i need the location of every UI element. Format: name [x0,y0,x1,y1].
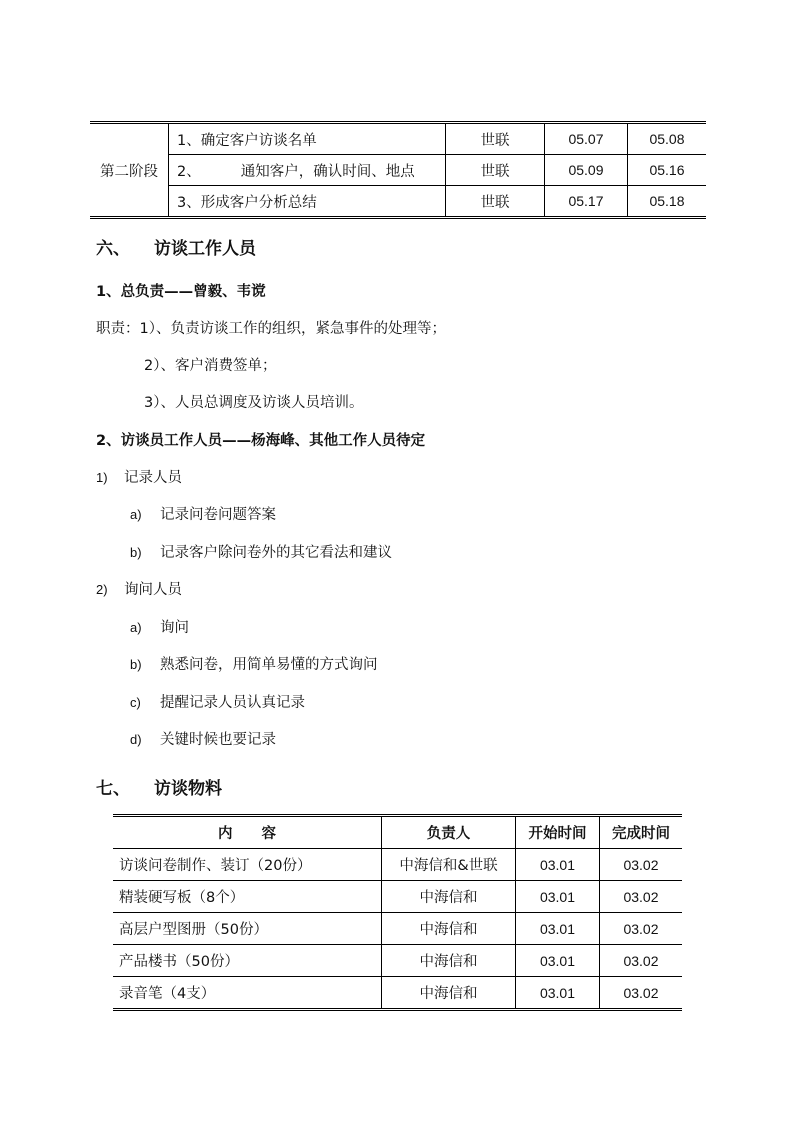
start-date-cell: 05.07 [545,123,628,155]
list-item [130,653,378,674]
section-heading [96,774,222,799]
owner-cell: 世联 [446,123,545,155]
section-title: 访谈工作人员 [154,239,256,259]
table-row [90,155,706,186]
section-number: 六、 [96,239,130,259]
list-marker: b) [130,545,142,560]
item-cell: 访谈问卷制作、装订（20份） [113,849,382,881]
list-item [130,616,189,637]
owner-cell: 中海信和 [382,977,516,1010]
section-heading [96,234,256,259]
list-marker: a) [130,620,142,635]
column-header: 开始时间 [516,816,600,849]
list-item-text: 关键时候也要记录 [160,732,276,748]
table-row [113,849,682,881]
owner-cell: 世联 [446,155,545,186]
end-date-cell: 05.08 [628,123,707,155]
task-text: 通知客户，确认时间、地点 [240,163,415,180]
column-header: 内 容 [113,816,382,849]
list-item [130,541,392,562]
end-date-cell: 03.02 [600,913,683,945]
list-marker: 1) [96,470,108,485]
list-marker: b) [130,657,142,672]
table-row [113,881,682,913]
task-cell [169,155,446,186]
owner-cell: 中海信和 [382,945,516,977]
table-row [90,123,706,155]
list-marker: c) [130,695,141,710]
owner-cell: 中海信和&世联 [382,849,516,881]
end-date-cell: 03.02 [600,945,683,977]
table-header-row [113,816,682,849]
list-item [130,503,276,524]
list-marker: d) [130,732,142,747]
stage-cell: 第二阶段 [90,123,169,218]
column-header: 负责人 [382,816,516,849]
list-item-text: 提醒记录人员认真记录 [160,695,305,711]
start-date-cell: 03.01 [516,977,600,1010]
owner-cell: 世联 [446,186,545,218]
task-cell: 1、确定客户访谈名单 [169,123,446,155]
task-prefix: 2、 [177,163,201,180]
start-date-cell: 05.09 [545,155,628,186]
owner-cell: 中海信和 [382,881,516,913]
section-title: 访谈物料 [154,779,222,799]
schedule-table [90,121,706,219]
list-item-text: 熟悉问卷，用简单易懂的方式询问 [160,657,378,673]
list-item-text: 记录客户除问卷外的其它看法和建议 [160,545,392,561]
column-header: 完成时间 [600,816,683,849]
duties-line: 3）、人员总调度及访谈人员培训。 [144,395,364,411]
section-number: 七、 [96,779,130,799]
item-cell: 录音笔（4支） [113,977,382,1010]
start-date-cell: 03.01 [516,945,600,977]
item-cell: 高层户型图册（50份） [113,913,382,945]
duties-line: 职责：1）、负责访谈工作的组织，紧急事件的处理等； [96,321,446,337]
list-item-text: 询问 [160,620,189,636]
start-date-cell: 03.01 [516,913,600,945]
subheading: 1、总负责——曾毅、韦谠 [96,284,266,300]
owner-cell: 中海信和 [382,913,516,945]
start-date-cell: 05.17 [545,186,628,218]
end-date-cell: 05.18 [628,186,707,218]
list-item [96,466,182,487]
item-cell: 精装硬写板（8个） [113,881,382,913]
table-row [113,945,682,977]
list-item-text: 记录人员 [124,470,182,486]
materials-table [113,814,682,1011]
table-row [90,186,706,218]
item-cell: 产品楼书（50份） [113,945,382,977]
duties-line: 2）、客户消费签单； [144,358,277,374]
list-marker: a) [130,507,142,522]
end-date-cell: 03.02 [600,881,683,913]
table-row [113,913,682,945]
list-item [96,578,182,599]
subheading: 2、访谈员工作人员——杨海峰、其他工作人员待定 [96,433,426,449]
list-item-text: 询问人员 [124,582,182,598]
table-row [113,977,682,1010]
task-cell: 3、形成客户分析总结 [169,186,446,218]
end-date-cell: 03.02 [600,977,683,1010]
start-date-cell: 03.01 [516,881,600,913]
list-marker: 2) [96,582,108,597]
end-date-cell: 05.16 [628,155,707,186]
start-date-cell: 03.01 [516,849,600,881]
list-item-text: 记录问卷问题答案 [160,507,276,523]
list-item [130,691,305,712]
end-date-cell: 03.02 [600,849,683,881]
list-item [130,728,276,749]
